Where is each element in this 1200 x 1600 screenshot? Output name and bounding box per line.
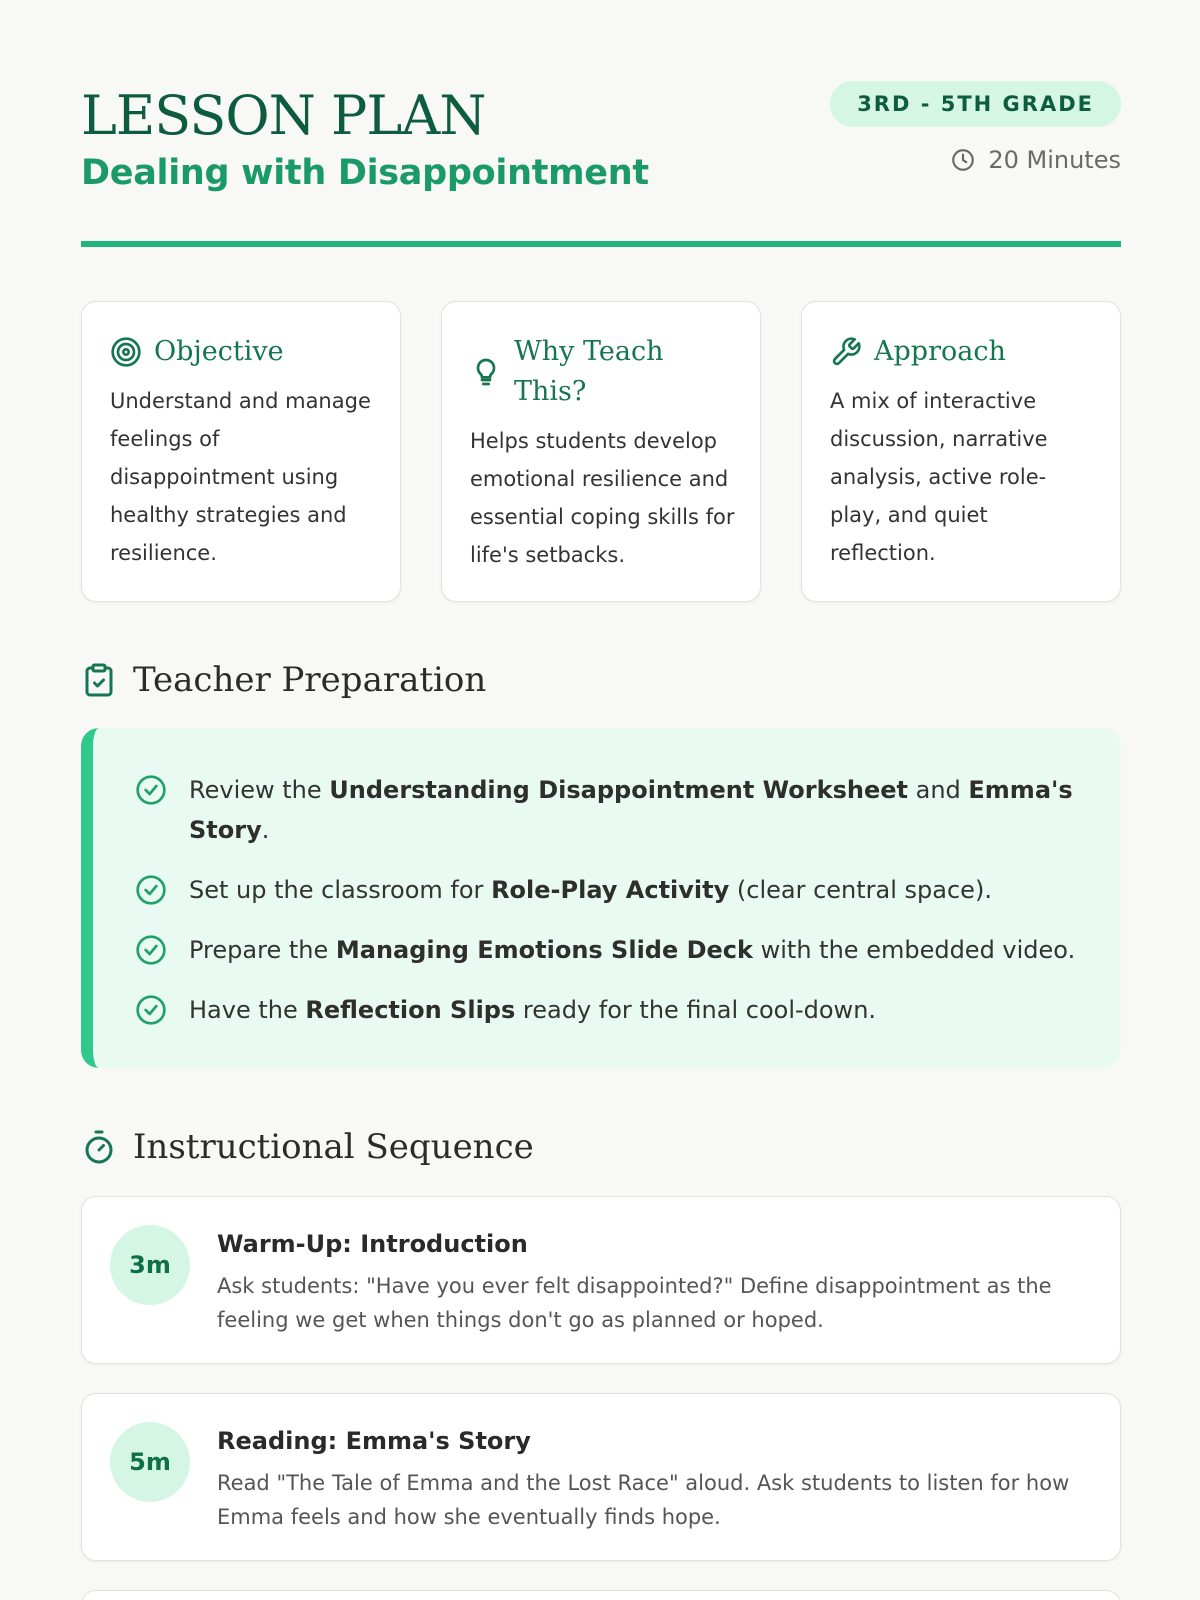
- clock-icon: [950, 147, 976, 173]
- preparation-heading-text: Teacher Preparation: [133, 660, 487, 700]
- prep-item-text: [189, 870, 992, 910]
- approach-card: [801, 301, 1121, 602]
- header-divider: [81, 241, 1121, 247]
- objective-title: Objective: [154, 336, 284, 367]
- page-title: LESSON PLAN: [81, 84, 486, 147]
- preparation-heading: [81, 658, 486, 702]
- why-teach-card: [441, 301, 761, 602]
- approach-text: A mix of interactive discussion, narrative analysis, active role-play, and quiet reflection.: [830, 389, 1048, 565]
- prep-item: [135, 990, 1081, 1030]
- step-description: Ask students: "Have you ever felt disappointed?" Define disappointment as the feeling we get when things don't go as planned or hoped.: [217, 1274, 1052, 1332]
- objective-text: Understand and manage feelings of disappointment using healthy strategies and resilience.: [110, 389, 371, 565]
- header: [81, 0, 1121, 248]
- lesson-subtitle: Dealing with Disappointment: [81, 153, 649, 193]
- prep-item-segment: Have the: [189, 996, 306, 1024]
- why-teach-title: Why Teach This?: [514, 336, 664, 407]
- prep-item-segment: .: [261, 816, 270, 844]
- prep-item-text: [189, 990, 876, 1030]
- step-title: Warm-Up: Introduction: [217, 1230, 528, 1258]
- why-teach-text: Helps students develop emotional resilience and essential coping skills for life's setbacks.: [470, 429, 735, 567]
- info-cards: [81, 301, 1121, 602]
- prep-item: [135, 770, 1081, 850]
- prep-item-segment: and: [907, 776, 969, 804]
- sequence-heading: [81, 1125, 534, 1169]
- check-circle-icon: [135, 874, 167, 906]
- lightbulb-icon: [470, 356, 502, 388]
- wrench-icon: [830, 336, 862, 368]
- sequence-step-partial: [81, 1590, 1121, 1600]
- sequence-step: [81, 1393, 1121, 1561]
- duration-text: 20 Minutes: [988, 146, 1121, 174]
- prep-item-text: [189, 770, 1081, 850]
- objective-card: [81, 301, 401, 602]
- prep-item-segment: Set up the classroom for: [189, 876, 492, 904]
- prep-item-emphasis: Role-Play Activity: [491, 876, 730, 904]
- check-circle-icon: [135, 994, 167, 1026]
- prep-item-emphasis: Managing Emotions Slide Deck: [335, 936, 753, 964]
- lesson-plan-page: [81, 0, 1121, 1529]
- prep-item-segment: (clear central space).: [729, 876, 992, 904]
- approach-title: Approach: [874, 336, 1006, 367]
- duration: [950, 144, 1121, 176]
- check-circle-icon: [135, 934, 167, 966]
- sequence-heading-text: Instructional Sequence: [133, 1127, 534, 1167]
- prep-item-segment: ready for the final cool-down.: [515, 996, 877, 1024]
- prep-item: [135, 930, 1081, 970]
- sequence-step: [81, 1196, 1121, 1364]
- prep-item-segment: with the embedded video.: [753, 936, 1076, 964]
- preparation-box: [81, 728, 1121, 1068]
- preparation-list: [135, 770, 1081, 1030]
- prep-item: [135, 870, 1081, 910]
- check-circle-icon: [135, 774, 167, 806]
- grade-badge: 3RD - 5TH GRADE: [830, 81, 1121, 127]
- prep-item-segment: Prepare the: [189, 936, 336, 964]
- prep-item-emphasis: Reflection Slips: [305, 996, 516, 1024]
- prep-item-segment: Review the: [189, 776, 330, 804]
- clipboard-check-icon: [81, 662, 117, 698]
- step-duration-badge: 3m: [110, 1225, 190, 1305]
- step-title: Reading: Emma's Story: [217, 1427, 531, 1455]
- prep-item-emphasis: Emma's Story: [189, 776, 1073, 844]
- prep-item-emphasis: Understanding Disappointment Worksheet: [329, 776, 908, 804]
- target-icon: [110, 336, 142, 368]
- stopwatch-icon: [81, 1129, 117, 1165]
- step-duration-badge: 5m: [110, 1422, 190, 1502]
- step-description: Read "The Tale of Emma and the Lost Race" aloud. Ask students to listen for how Emma feels and how she eventually finds hope.: [217, 1471, 1070, 1529]
- prep-item-text: [189, 930, 1075, 970]
